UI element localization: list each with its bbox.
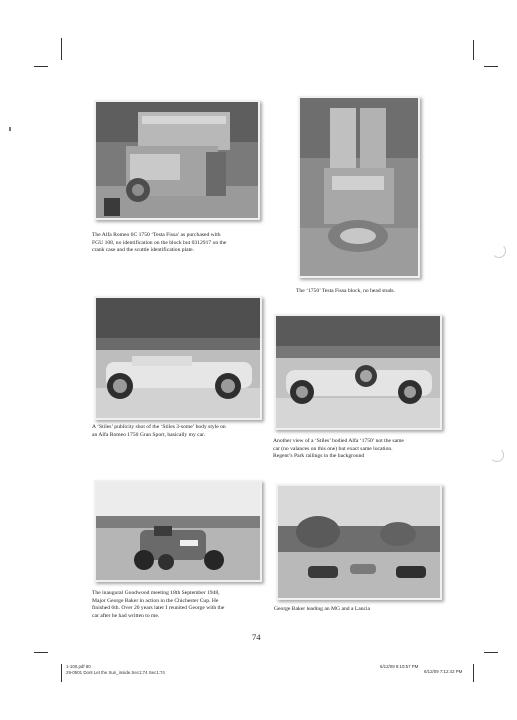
caption-line: A ‘Stiles’ publicity shot of the ‘Stiles 3-some’ body style on — [92, 424, 226, 430]
caption-line: crank case and the scuttle identification plate. — [92, 247, 195, 254]
photo-george-baker-leading — [276, 484, 442, 600]
footer-slug-left — [66, 664, 165, 675]
scan-speck — [9, 127, 11, 131]
caption-line: Regent’s Park railings in the background — [273, 453, 365, 460]
photo-stiles-regents-park — [274, 314, 442, 430]
crop-mark-bottom-right-horizontal — [484, 652, 498, 653]
caption-line: George Baker leading an MG and a Lancia — [274, 606, 371, 612]
caption-line: an Alfa Romeo 1750 Gran Sport, basically my car. — [92, 431, 206, 438]
crop-mark-bottom-right-vertical — [473, 664, 474, 682]
caption-line: FGU 108, no identification on the block but 0312917 on the — [92, 239, 227, 246]
crop-mark-top-left-horizontal — [34, 66, 48, 67]
caption-stiles-publicity — [92, 424, 226, 439]
crop-mark-bottom-left-vertical — [61, 664, 62, 682]
scan-hole-shadow-upper — [492, 244, 506, 258]
caption-testa-fissa-block — [296, 288, 395, 296]
caption-line: Major George Baker in action in the Chichester Cup. He — [92, 597, 219, 604]
caption-line: The ‘1750’ Testa Fissa block, no head studs. — [296, 288, 395, 294]
caption-line: Another view of a ‘Stiles’ bodied Alfa ‘1750’ not the same — [273, 438, 404, 444]
photo-engine-crankcase — [94, 100, 260, 220]
footer-date-right: 6/12/09 7:12:42 PM — [424, 669, 463, 674]
photo-goodwood-1948 — [94, 480, 262, 582]
crop-mark-bottom-left-horizontal — [34, 652, 48, 653]
footer-file-line: 1-100.pdf 80 — [66, 664, 91, 669]
crop-mark-top-right-horizontal — [484, 66, 498, 67]
caption-stiles-regents-park — [273, 438, 404, 461]
caption-george-baker-leading — [274, 606, 370, 614]
caption-line: The Alfa Romeo 6C 1750 ‘Testa Fissa’ as purchased with — [92, 232, 221, 238]
photo-stiles-publicity — [94, 296, 262, 420]
crop-mark-top-left-vertical — [61, 38, 62, 60]
caption-engine-crankcase — [92, 232, 226, 255]
crop-mark-top-right-vertical — [473, 40, 474, 60]
scan-hole-shadow-lower — [490, 448, 504, 462]
footer-date-mid: 6/12/09 8:10:57 PM — [380, 664, 419, 669]
caption-line: car after he had written to me. — [92, 612, 160, 619]
caption-goodwood-1948 — [92, 590, 224, 620]
caption-line: The inaugural Goodwood meeting 18th September 1948, — [92, 590, 220, 596]
caption-line: finished 6th. Over 20 years later I reunited George with the — [92, 605, 225, 612]
page-number: 74 — [252, 632, 261, 642]
photo-testa-fissa-block — [298, 96, 420, 278]
footer-doc-line: 29-0501 Dont Let the Sun_inside.Sec1:74 Sec1:74 — [66, 669, 165, 675]
caption-line: car (no valances on this one) but exact same location. — [273, 445, 393, 452]
